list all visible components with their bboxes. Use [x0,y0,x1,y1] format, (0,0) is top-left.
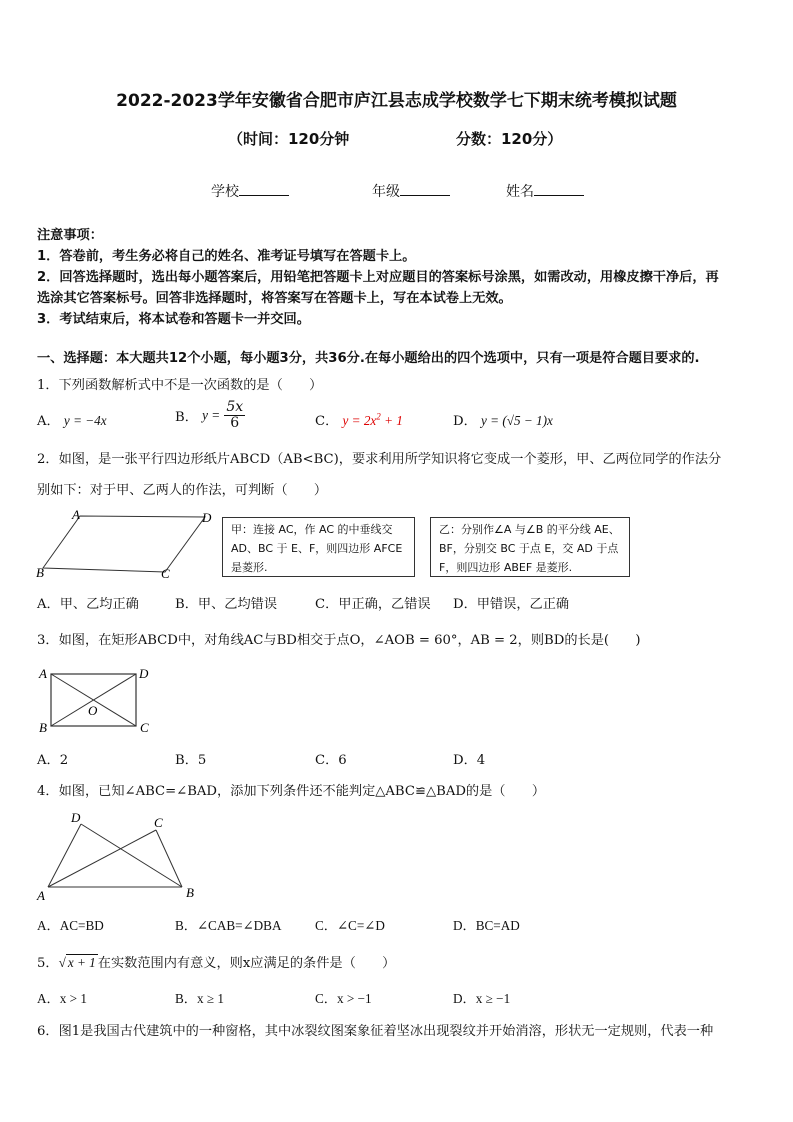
exam-time: （时间：120分钟 [228,130,350,148]
school-blank [239,183,289,196]
point-label: D [202,510,212,525]
q2-option-d: D．甲错误，乙正确 [453,597,570,612]
point-label: O [88,703,98,718]
notice-item: 选涂其它答案标号。回答非选择题时，将答案写在答题卡上，写在本试卷上无效。 [37,291,512,306]
point-label: A [37,888,45,903]
point-label: C [140,720,149,735]
q4-option-d: D．BC=AD [453,918,520,933]
point-label: B [186,885,194,900]
notice-item: 3．考试结束后，将本试卷和答题卡一并交回。 [37,312,310,327]
q2-parallelogram-figure [30,505,220,585]
q5-option-d: D．x ≥ −1 [453,991,511,1006]
q2-box-jia: 甲：连接 AC，作 AC 的中垂线交 AD、BC 于 E、F，则四边形 AFCE 是菱形. [222,517,415,577]
grade-field [372,181,450,201]
q2-box-yi: 乙：分别作∠A 与∠B 的平分线 AE、BF，分别交 BC 于点 E，交 AD 于点 F，则四边形 ABEF 是菱形. [430,517,630,577]
q4-triangles-figure [30,808,210,903]
q4-option-a: A．AC=BD [37,918,104,933]
point-label: B [39,720,47,735]
q4-option-b: B．∠CAB=∠DBA [175,918,282,933]
q2-option-a: A．甲、乙均正确 [37,597,139,612]
q3-option-d: D．4 [453,753,486,768]
q3-option-c: C．6 [315,753,347,768]
q5-radicand: x + 1 [67,955,96,970]
q1-option-d: D． y = (√5 − 1)x [453,413,553,429]
point-label: A [72,507,80,522]
school-label: 学校 [211,184,239,200]
q1-a-expr: y = −4x [63,413,107,428]
section-heading: 一、选择题：本大题共12个小题，每小题3分，共36分.在每小题给出的四个选项中，只有一项是符合题目要求的. [37,351,700,366]
name-blank [534,183,584,196]
q3-option-b: B．5 [175,753,207,768]
q5-stem: 5．√ x + 1 在实数范围内有意义，则x应满足的条件是（ ） [37,955,396,971]
point-label: D [139,666,149,681]
point-label: A [39,666,47,681]
point-label: B [36,565,44,580]
parallelogram-shape [43,516,205,572]
q5-option-b: B．x ≥ 1 [175,991,225,1006]
page-title: 2022-2023学年安徽省合肥市庐江县志成学校数学七下期末统考模拟试题 [116,91,677,111]
notice-heading: 注意事项： [37,228,103,243]
exam-score: 分数：120分） [456,130,563,148]
segment-ad [48,824,81,887]
school-field [211,181,289,201]
q2-stem-line2: 别如下：对于甲、乙两人的作法，可判断（ ） [37,483,328,498]
point-label: C [154,815,163,830]
sqrt-sign: √ [58,955,66,970]
name-field [506,181,584,201]
q4-stem: 4．如图，已知∠ABC=∠BAD，添加下列条件还不能判定△ABC≌△BAD的是（ ） [37,784,546,799]
notice-item: 1．答卷前，考生务必将自己的姓名、准考证号填写在答题卡上。 [37,249,416,264]
q5-option-c: C．x > −1 [315,991,372,1006]
q3-stem: 3．如图，在矩形ABCD中，对角线AC与BD相交于点O，∠AOB = 60°，AB = 2，则BD的长是( ) [37,633,641,648]
q2-option-c: C．甲正确，乙错误 [315,597,431,612]
grade-label: 年级 [372,184,400,200]
q1-option-c: C． $y = 2x^2 + 1$ [315,411,403,429]
q5-option-a: A．x > 1 [37,991,87,1006]
segment-db [81,824,182,887]
q2-stem-line1: 2．如图，是一张平行四边形纸片ABCD（AB<BC)，要求利用所学知识将它变成一个菱形，甲、乙两位同学的作法分 [37,452,722,467]
q6-stem: 6．图1是我国古代建筑中的一种窗格，其中冰裂纹图案象征着坚冰出现裂纹并开始消溶，形状无一定规则，代表一种 [37,1024,714,1039]
point-label: D [71,810,81,825]
q1-stem: 1．下列函数解析式中不是一次函数的是（ ） [37,378,323,393]
notice-item: 2．回答选择题时，选出每小题答案后，用铅笔把答题卡上对应题目的答案标号涂黑，如需改动，用橡皮擦干净后，再 [37,270,719,285]
segment-ac [48,830,156,887]
point-label: C [161,566,170,581]
q3-option-a: A．2 [37,753,69,768]
q2-option-b: B．甲、乙均错误 [175,597,278,612]
q1-option-a: A． y = −4x [37,413,107,429]
grade-blank [400,183,450,196]
q1-option-b: B． y = $\frac{5x}{6}$ [175,399,244,431]
q3-rectangle-figure [30,663,160,738]
name-label: 姓名 [506,184,534,200]
q1-b-fraction: $\frac{5x}{6}$ [226,399,244,431]
q4-option-c: C．∠C=∠D [315,918,385,933]
